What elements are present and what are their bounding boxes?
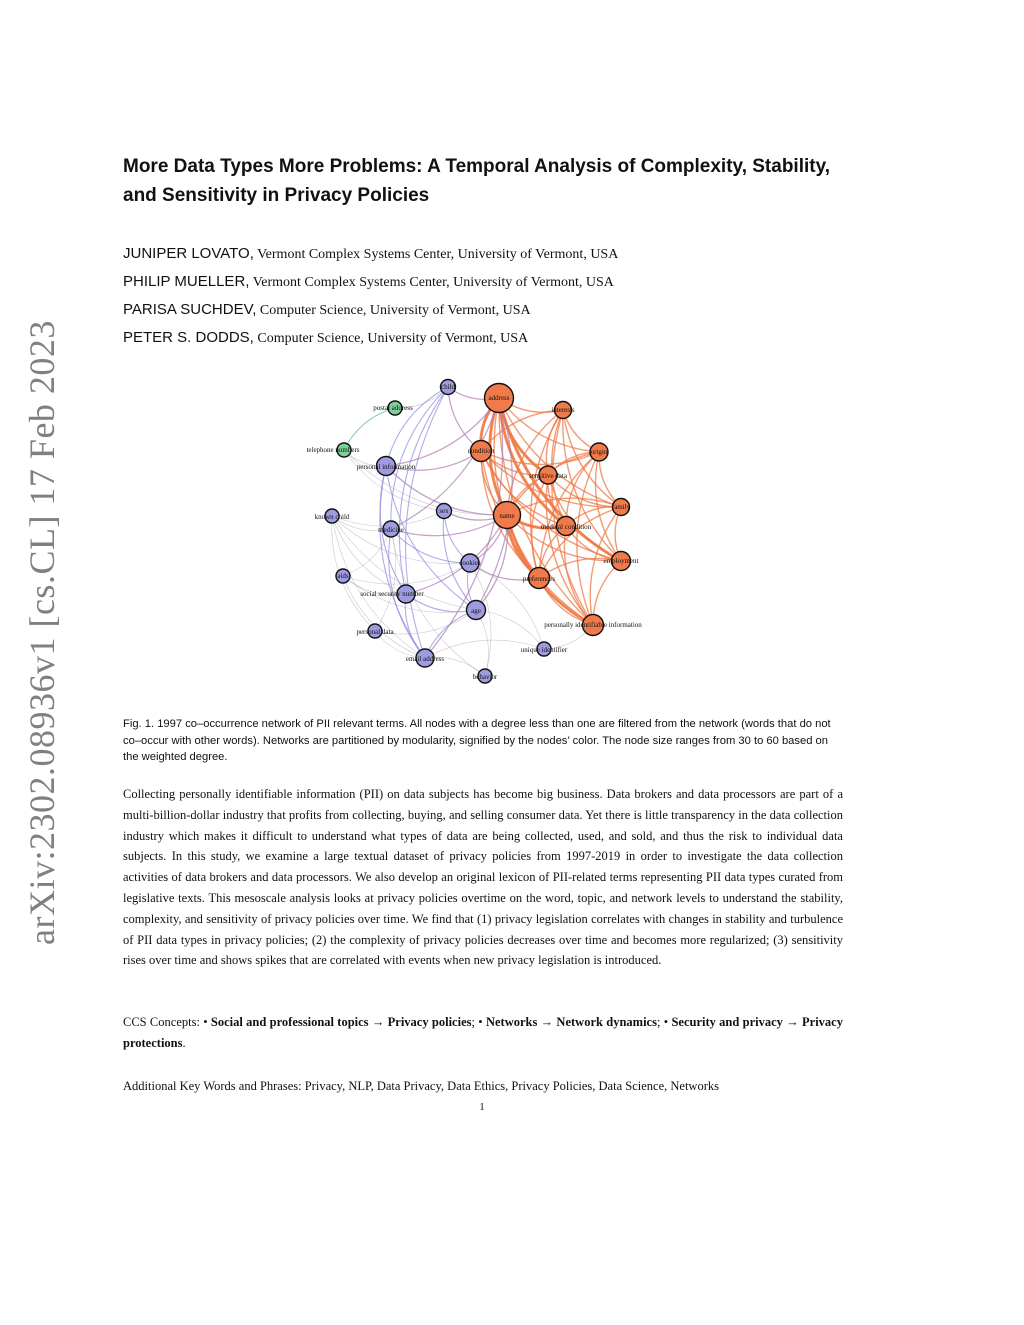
- network-node-label: unique identifier: [520, 646, 568, 654]
- ccs-end: .: [182, 1036, 186, 1050]
- network-node-label: sex: [439, 507, 449, 515]
- arxiv-identifier: arXiv:2302.08936v1 [cs.CL] 17 Feb 2023: [22, 320, 62, 945]
- ccs-bullet: •: [663, 1015, 672, 1029]
- ccs-prefix: CCS Concepts:: [123, 1015, 204, 1029]
- network-node-label: social security number: [360, 590, 424, 598]
- author-line: [123, 240, 883, 268]
- network-node-label: email address: [405, 655, 445, 663]
- network-node-label: aids: [337, 572, 349, 580]
- network-node-label: cookies: [459, 559, 481, 567]
- network-node-label: medical condition: [540, 523, 592, 531]
- network-node-label: personal information: [356, 463, 416, 471]
- abstract: Collecting personally identifiable information (PII) on data subjects has become big business. Data brokers and data processors are part of a multi-billion-dollar industry that profits from collecting, buying, and selling consumer data. Yet there is little transparency in the data collection industry which makes it difficult to understand what types of data are being collected, used, and sold, and thus the risk to individual data subjects. In this study, we examine a large textual dataset of privacy policies from 1997-2019 in order to investigate the data collection activities of data brokers and data processors. We also develop an original lexicon of PII-related terms representing PII data types curated from legislative texts. This mesoscale analysis looks at privacy policies overtime on the word, topic, and network levels to understand the stability, complexity, and sensitivity of privacy policies over time. We find that (1) privacy legislation correlates with changes in stability and turbulence of PII data types in privacy policies; (2) the complexity of privacy policies decreases over time and becomes more regularized; (3) sensitivity rises over time and shows spikes that are correlated with events when new privacy legislation is introduced.: [123, 787, 843, 968]
- ccs-concept: Social and professional topics → Privacy policies: [210, 1015, 472, 1029]
- author-line: [123, 268, 883, 296]
- network-node-label: sensitive data: [529, 472, 567, 480]
- author-line: [123, 296, 883, 324]
- network-edge: [375, 529, 396, 631]
- ccs-concept: Networks → Network dynamics: [485, 1015, 657, 1029]
- network-edge: [476, 610, 544, 649]
- figure-caption: Fig. 1. 1997 co–occurrence network of PII relevant terms. All nodes with a degree less than one are filtered from the network (words that do not co–occur with other words). Networks are partitioned by modularity, signified by the nodes’ color. The node size ranges from 30 to 60 based on the weighted degree.: [123, 718, 831, 763]
- author-affiliation: Computer Science, University of Vermont, USA: [256, 303, 531, 318]
- ccs-separator: ;: [471, 1015, 479, 1029]
- network-node-label: address: [488, 394, 510, 402]
- network-node-label: name: [499, 512, 515, 520]
- network-figure: [305, 375, 665, 687]
- network-graph: [305, 375, 665, 687]
- network-node-label: preferences: [522, 575, 556, 583]
- page-number: 1: [479, 1101, 485, 1113]
- network-edge: [399, 387, 448, 594]
- ccs-separator: ;: [656, 1015, 664, 1029]
- ccs-concepts: [123, 1012, 843, 1054]
- network-edge: [563, 410, 621, 561]
- author-affiliation: Computer Science, University of Vermont, USA: [253, 331, 529, 346]
- network-nodes: [306, 380, 642, 684]
- network-node-label: known child: [314, 513, 350, 521]
- network-node-label: child: [441, 383, 455, 391]
- keywords: Additional Key Words and Phrases: Privacy, NLP, Data Privacy, Data Ethics, Privacy Policies, Data Science, Networks: [123, 1079, 719, 1093]
- author-list: [123, 240, 883, 352]
- network-node-label: personally identifiable information: [544, 621, 642, 629]
- author-line: [123, 324, 883, 352]
- network-node-label: family: [611, 503, 631, 511]
- network-node-label: behavior: [472, 673, 498, 681]
- ccs-concept: Security and privacy → Privacy protections: [123, 1015, 843, 1050]
- network-edge: [343, 529, 391, 576]
- ccs-bullet: •: [478, 1015, 486, 1029]
- network-node-label: condition: [467, 447, 495, 455]
- network-edge: [391, 515, 507, 536]
- author-affiliation: Vermont Complex Systems Center, University of Vermont, USA: [253, 247, 619, 262]
- author-affiliation: Vermont Complex Systems Center, University of Vermont, USA: [249, 275, 614, 290]
- network-node-label: interests: [551, 406, 575, 414]
- network-node-label: personal data: [356, 628, 394, 636]
- network-node-label: age: [471, 607, 481, 615]
- network-node-label: employment: [603, 557, 639, 565]
- author-name: PHILIP MUELLER,: [123, 273, 250, 290]
- network-node-label: postal address: [373, 404, 413, 412]
- author-name: PETER S. DODDS,: [123, 329, 254, 346]
- network-edge: [425, 610, 476, 658]
- author-name: JUNIPER LOVATO,: [123, 245, 254, 262]
- ccs-bullet: •: [203, 1015, 211, 1029]
- network-node-label: medicine: [378, 526, 404, 534]
- network-edge: [344, 408, 395, 450]
- author-name: PARISA SUCHDEV,: [123, 301, 257, 318]
- network-node-label: telephone numbers: [306, 446, 360, 454]
- network-node-label: origin: [590, 448, 608, 456]
- paper-title: More Data Types More Problems: A Temporal Analysis of Complexity, Stability, and Sensitivity in Privacy Policies: [123, 156, 831, 206]
